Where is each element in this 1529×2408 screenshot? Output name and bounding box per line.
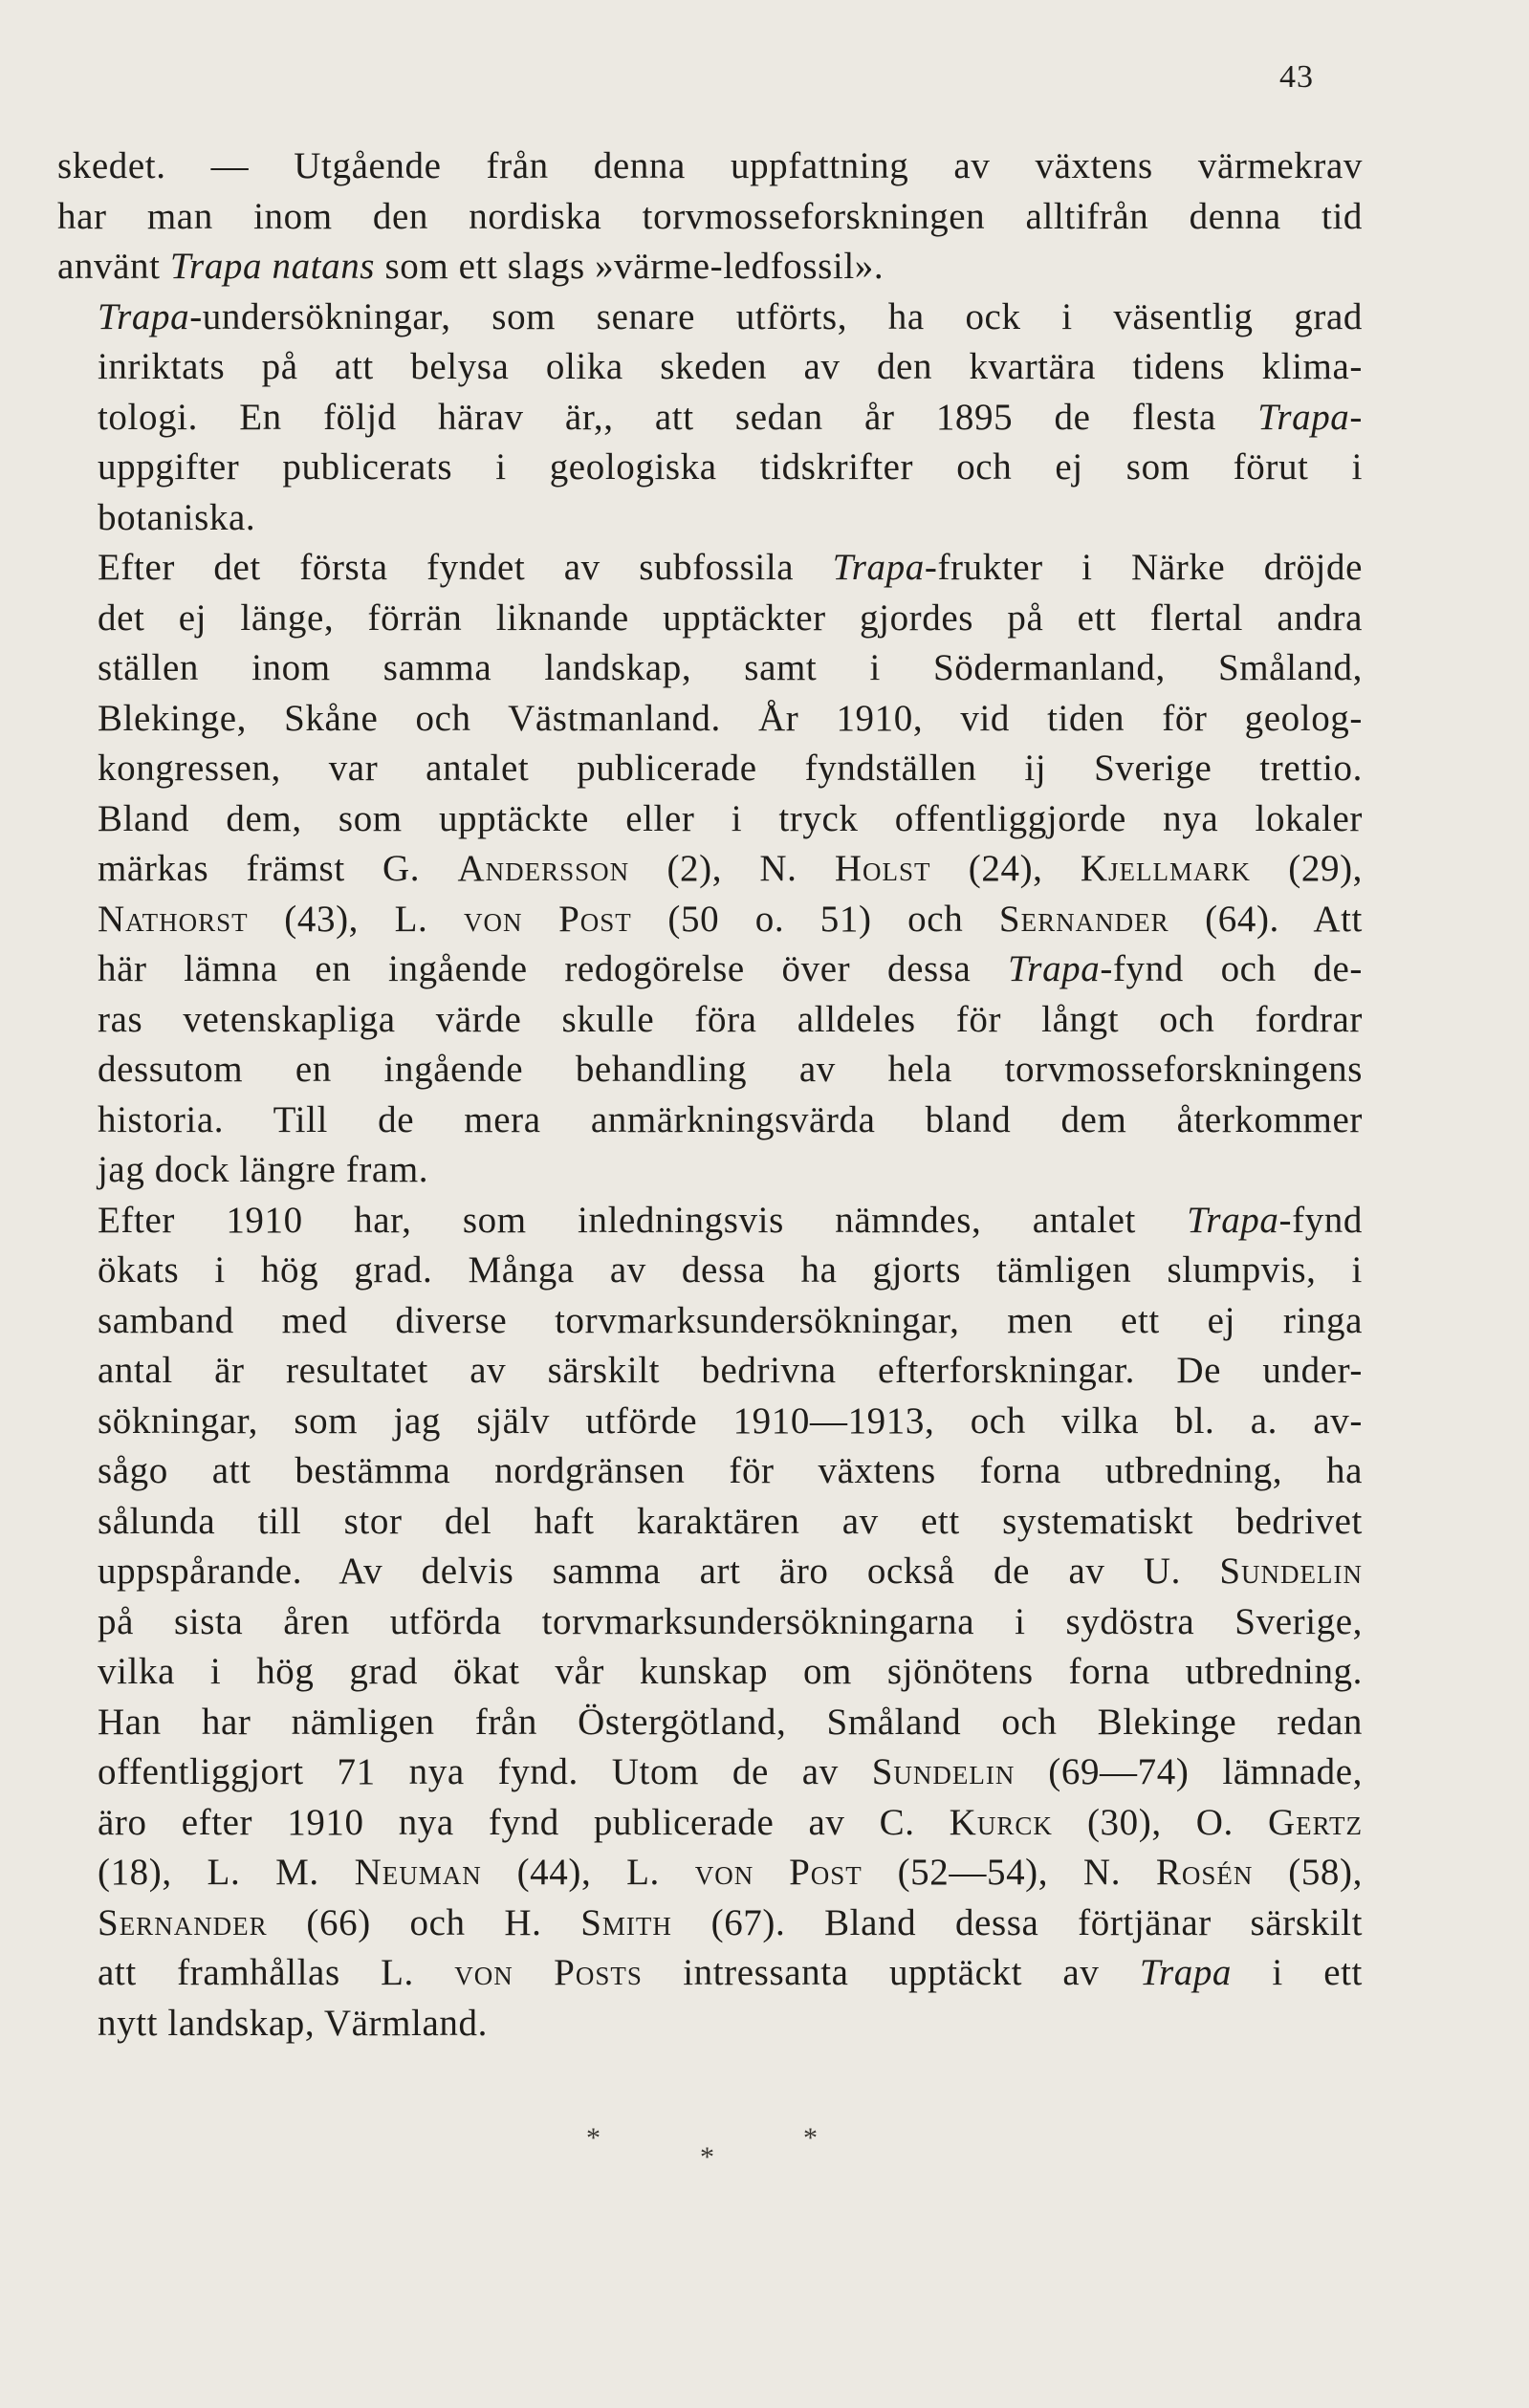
text-run: i ett bbox=[1232, 1952, 1363, 1993]
text-line bbox=[57, 1848, 1363, 1898]
text-run: det ej länge, förrän liknande upptäckter gjordes på ett flertal andra bbox=[98, 597, 1363, 639]
text-line bbox=[57, 443, 1363, 493]
text-run: ökats i hög grad. Många av dessa ha gjorts tämligen slumpvis, i bbox=[98, 1249, 1363, 1291]
text-run: sålunda till stor del haft karaktären av ett systematiskt bedrivet bbox=[98, 1500, 1363, 1542]
text-line bbox=[57, 1196, 1363, 1247]
text-line bbox=[57, 794, 1363, 845]
text-run: Efter 1910 har, som inledningsvis nämndes, antalet bbox=[98, 1199, 1188, 1241]
author-name: Smith bbox=[580, 1901, 672, 1943]
text-line bbox=[57, 543, 1363, 594]
text-run: ras vetenskapliga värde skulle föra alldeles för långt och fordrar bbox=[98, 998, 1363, 1040]
author-name: Holst bbox=[834, 848, 931, 889]
author-name: von bbox=[454, 1952, 513, 1993]
text-line bbox=[57, 1045, 1363, 1096]
text-run: (69—74) lämnade, bbox=[1015, 1751, 1363, 1792]
italic-text: Trapa bbox=[832, 547, 925, 588]
text-line bbox=[57, 1397, 1363, 1447]
text-run: inriktats på att belysa olika skeden av den kvartära tidens klima- bbox=[98, 346, 1363, 387]
text-run: botaniska. bbox=[98, 496, 256, 538]
text-run: historia. Till de mera anmärkningsvärda bland dem återkommer bbox=[98, 1098, 1363, 1140]
text-run: (43), L. bbox=[248, 898, 464, 940]
text-run: sågo att bestämma nordgränsen för växtens forna utbredning, ha bbox=[98, 1450, 1363, 1491]
text-run: (30), O. bbox=[1052, 1801, 1268, 1843]
author-name: Nathorst bbox=[98, 898, 249, 940]
text-run: (64). Att bbox=[1169, 898, 1363, 940]
text-run: (2), N. bbox=[629, 848, 835, 889]
text-line bbox=[57, 1898, 1363, 1949]
text-run: -frukter i Närke dröjde bbox=[924, 547, 1363, 588]
text-run: använt bbox=[57, 246, 170, 287]
author-name: von bbox=[463, 898, 523, 940]
author-name: Posts bbox=[554, 1952, 643, 1993]
text-run: offentliggjort 71 nya fynd. Utom de av bbox=[98, 1751, 872, 1792]
text-run bbox=[513, 1952, 554, 1993]
text-line bbox=[57, 744, 1363, 794]
paragraph bbox=[57, 293, 1363, 544]
text-run: har man inom den nordiska torvmosseforskningen alltifrån denna tid bbox=[57, 195, 1363, 237]
text-run: nytt landskap, Värmland. bbox=[98, 2002, 488, 2044]
text-run: märkas främst G. bbox=[98, 848, 458, 889]
text-run: här lämna en ingående redogörelse över dessa bbox=[98, 948, 1009, 989]
italic-text: Trapa bbox=[1008, 948, 1101, 989]
text-line bbox=[57, 944, 1363, 995]
text-run: (52—54), N. bbox=[862, 1852, 1156, 1893]
text-run: skedet. — Utgående från denna uppfattning av växtens värmekrav bbox=[57, 145, 1363, 186]
text-line bbox=[57, 1798, 1363, 1849]
text-run: uppgifter publicerats i geologiska tidskrifter och ej som förut i bbox=[98, 446, 1363, 488]
text-line bbox=[57, 1547, 1363, 1597]
section-divider-asterisks bbox=[0, 2122, 1529, 2180]
text-line bbox=[57, 1698, 1363, 1748]
text-line bbox=[57, 895, 1363, 945]
page-number: 43 bbox=[1279, 59, 1314, 95]
text-run: som ett slags »värme-ledfossil». bbox=[375, 246, 885, 287]
text-run: uppspårande. Av delvis samma art äro också de av U. bbox=[98, 1551, 1220, 1592]
text-run: sökningar, som jag själv utförde 1910—1913, och vilka bl. a. av- bbox=[98, 1399, 1363, 1442]
text-line bbox=[57, 1246, 1363, 1296]
text-line bbox=[57, 995, 1363, 1046]
text-line bbox=[57, 1597, 1363, 1648]
body-text bbox=[57, 141, 1363, 2049]
author-name: Neuman bbox=[354, 1852, 482, 1893]
author-name: Sundelin bbox=[1219, 1551, 1363, 1592]
text-run: -fynd och de- bbox=[1100, 948, 1363, 989]
text-run: Blekinge, Skåne och Västmanland. År 1910, vid tiden för geolog- bbox=[98, 697, 1363, 739]
text-line bbox=[57, 393, 1363, 444]
author-name: Andersson bbox=[457, 848, 630, 889]
text-run: (66) och H. bbox=[267, 1901, 581, 1943]
text-line bbox=[57, 844, 1363, 895]
text-line bbox=[57, 141, 1363, 192]
italic-text: Trapa- bbox=[1257, 396, 1363, 438]
author-name: Sernander bbox=[98, 1901, 268, 1943]
text-line bbox=[57, 1096, 1363, 1146]
paragraph bbox=[57, 1196, 1363, 2050]
text-run: (24), bbox=[930, 848, 1081, 889]
text-line bbox=[57, 192, 1363, 243]
text-run: (29), bbox=[1250, 848, 1364, 889]
text-line bbox=[57, 1999, 1363, 2050]
paragraph bbox=[57, 543, 1363, 1196]
text-line bbox=[57, 1296, 1363, 1347]
text-run: -undersökningar, som senare utförts, ha ock i väsentlig grad bbox=[189, 295, 1363, 337]
text-run: dessutom en ingående behandling av hela torvmosseforskningens bbox=[98, 1049, 1363, 1090]
author-name: Gertz bbox=[1267, 1801, 1363, 1843]
text-line bbox=[57, 1346, 1363, 1397]
author-name: Post bbox=[558, 898, 632, 940]
text-line bbox=[57, 694, 1363, 745]
text-line bbox=[57, 242, 1363, 293]
asterisk-ornament: * bbox=[586, 2122, 601, 2154]
text-line bbox=[57, 293, 1363, 343]
text-run: äro efter 1910 nya fynd publicerade av C. bbox=[98, 1801, 950, 1843]
text-line bbox=[57, 493, 1363, 544]
text-line bbox=[57, 1497, 1363, 1548]
author-name: Post bbox=[789, 1852, 863, 1893]
text-line bbox=[57, 1145, 1363, 1196]
text-run: antal är resultatet av särskilt bedrivna efterforskningar. De under- bbox=[98, 1350, 1363, 1391]
text-run: att framhållas L. bbox=[98, 1952, 455, 1993]
asterisk-ornament: * bbox=[803, 2122, 818, 2154]
text-run: Han har nämligen från Östergötland, Småland och Blekinge redan bbox=[98, 1701, 1363, 1743]
text-run: vilka i hög grad ökat vår kunskap om sjönötens forna utbredning. bbox=[98, 1651, 1363, 1692]
text-run: kongressen, var antalet publicerade fyndställen ij Sverige trettio. bbox=[98, 748, 1363, 789]
italic-text: Trapa bbox=[98, 295, 190, 337]
text-run: på sista åren utförda torvmarksundersökningarna i sydöstra Sverige, bbox=[98, 1600, 1363, 1642]
text-run bbox=[522, 899, 558, 940]
text-run: (18), L. M. bbox=[98, 1852, 355, 1893]
text-run: Efter det första fyndet av subfossila bbox=[98, 547, 833, 588]
text-run: Bland dem, som upptäckte eller i tryck offentliggjorde nya lokaler bbox=[98, 797, 1363, 839]
text-run: jag dock längre fram. bbox=[98, 1149, 429, 1190]
paragraph bbox=[57, 141, 1363, 293]
text-line bbox=[57, 1948, 1363, 1999]
text-run: samband med diverse torvmarksundersökningar, men ett ej ringa bbox=[98, 1299, 1363, 1341]
text-run: -fynd bbox=[1278, 1199, 1363, 1241]
text-line bbox=[57, 594, 1363, 644]
text-line bbox=[57, 1446, 1363, 1497]
text-run: ställen inom samma landskap, samt i Södermanland, Småland, bbox=[98, 647, 1363, 688]
author-name: Rosén bbox=[1155, 1852, 1254, 1893]
text-line bbox=[57, 1747, 1363, 1798]
text-line bbox=[57, 643, 1363, 694]
text-run bbox=[754, 1852, 789, 1893]
text-run: (67). Bland dessa förtjänar särskilt bbox=[671, 1901, 1364, 1943]
text-line bbox=[57, 342, 1363, 393]
text-run: tologi. En följd härav är,, att sedan år 1895 de flesta bbox=[98, 396, 1258, 438]
text-run: (58), bbox=[1253, 1852, 1363, 1893]
asterisk-ornament: * bbox=[700, 2141, 714, 2173]
text-line bbox=[57, 1647, 1363, 1698]
text-run: (50 o. 51) och bbox=[631, 898, 999, 940]
author-name: Sernander bbox=[998, 898, 1169, 940]
italic-text: Trapa natans bbox=[169, 246, 376, 287]
author-name: Sundelin bbox=[871, 1751, 1016, 1792]
author-name: von bbox=[694, 1852, 754, 1893]
author-name: Kjellmark bbox=[1080, 848, 1251, 889]
text-run: intressanta upptäckt av bbox=[642, 1952, 1140, 1993]
italic-text: Trapa bbox=[1187, 1199, 1279, 1241]
italic-text: Trapa bbox=[1139, 1952, 1233, 1993]
text-run: (44), L. bbox=[481, 1852, 695, 1893]
author-name: Kurck bbox=[949, 1801, 1053, 1843]
